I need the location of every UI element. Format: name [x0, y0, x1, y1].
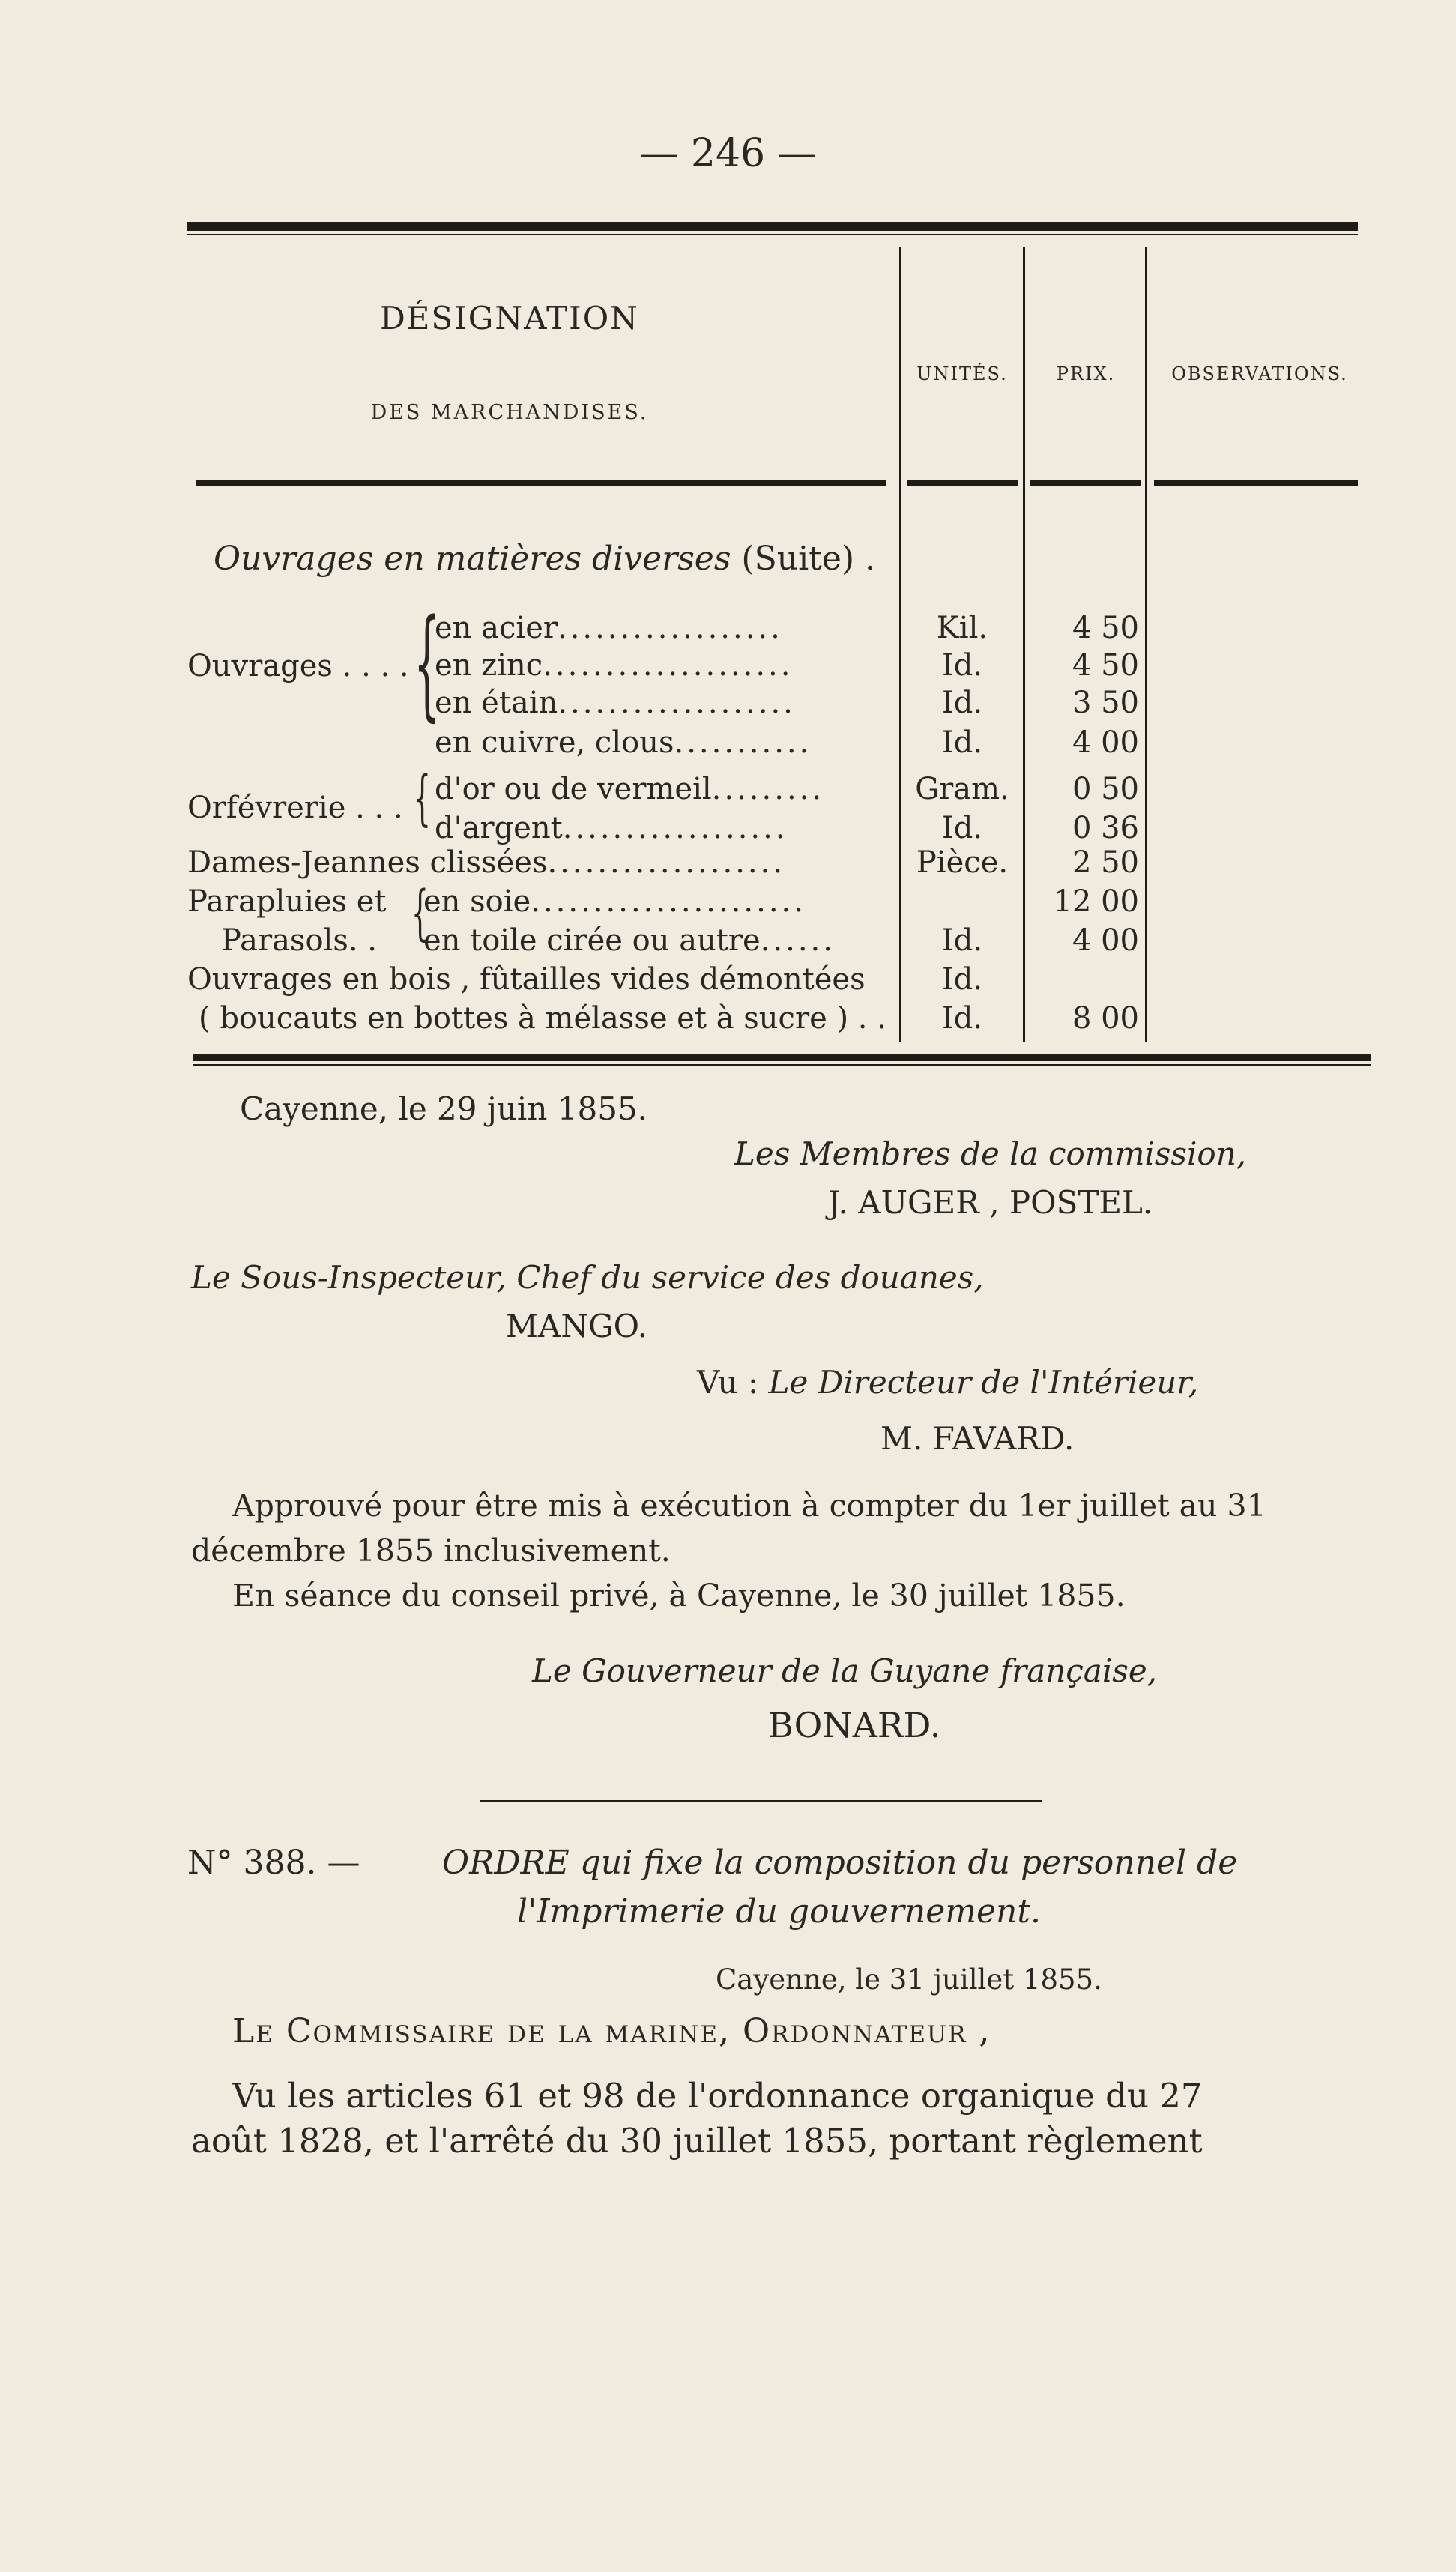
brace-icon: { [414, 763, 431, 833]
row-label: en toile cirée ou autre...... [423, 923, 836, 958]
row-unit: Id. [941, 811, 983, 845]
order-title-line-1: ORDRE qui fixe la composition du personnel de [442, 1844, 1238, 1882]
vu-name: M. FAVARD. [880, 1420, 1075, 1457]
row-label: en étain................... [435, 686, 796, 720]
section-title-suffix: (Suite) . [741, 540, 875, 578]
header-rule [1154, 480, 1358, 486]
row-unit: Id. [941, 648, 983, 683]
header-observations: OBSERVATIONS. [1171, 363, 1348, 384]
row-price: 8 00 [1072, 1001, 1139, 1036]
header-designation-sub: DES MARCHANDISES. [370, 401, 649, 424]
body-line-1: Vu les articles 61 et 98 de l'ordonnance organique du 27 [232, 2076, 1203, 2116]
row-unit: Id. [941, 923, 983, 958]
column-divider [899, 247, 901, 1042]
order-title-line-2: l'Imprimerie du gouvernement. [517, 1892, 1041, 1930]
row-unit: Gram. [915, 772, 1009, 806]
row-unit: Id. [941, 725, 983, 760]
row-label: d'or ou de vermeil......... [435, 772, 825, 806]
group-label-ouvrages: Ouvrages . . . . [187, 649, 409, 683]
table-bottom-rule [193, 1054, 1371, 1061]
order-number: N° 388. — [187, 1844, 360, 1882]
row-price: 0 50 [1072, 772, 1139, 806]
row-label: en acier.................. [435, 611, 783, 645]
row-price: 4 00 [1072, 923, 1139, 958]
header-units: UNITÉS. [916, 363, 1008, 384]
commission-names: J. AUGER , POSTEL. [828, 1184, 1153, 1221]
approval-line-1: Approuvé pour être mis à exécution à compter du 1er juillet au 31 [232, 1488, 1266, 1524]
row-label: en soie...................... [423, 884, 806, 919]
row-unit: Pièce. [916, 845, 1009, 880]
row-label: en cuivre, clous........... [435, 725, 812, 760]
approval-line-2: décembre 1855 inclusivement. [191, 1533, 671, 1569]
section-title [214, 540, 875, 578]
governor-name: BONARD. [768, 1705, 941, 1745]
body-line-2: août 1828, et l'arrêté du 30 juillet 1855, portant règlement [191, 2121, 1203, 2161]
row-unit: Id. [941, 962, 983, 997]
header-designation: DÉSIGNATION [380, 300, 639, 336]
row-price: 0 36 [1072, 811, 1139, 845]
table-top-rule [187, 222, 1358, 231]
row-label: Dames-Jeannes clissées................... [187, 845, 786, 880]
column-divider [1145, 247, 1147, 1042]
vu-title: Le Directeur de l'Intérieur, [768, 1364, 1199, 1401]
commissaire-line: Le Commissaire de la marine, Ordonnateur , [232, 2012, 991, 2050]
header-rule [196, 480, 886, 486]
row-unit: Id. [941, 686, 983, 720]
section-title-text: Ouvrages en matières diverses [214, 540, 731, 578]
row-unit: Kil. [936, 611, 988, 645]
table-bottom-rule-thin [193, 1064, 1371, 1066]
sous-inspecteur-name: MANGO. [506, 1308, 647, 1344]
row-label: en zinc.................... [435, 648, 794, 683]
vu-prefix: Vu : [697, 1364, 759, 1401]
header-price: PRIX. [1056, 363, 1116, 384]
row-price: 3 50 [1072, 686, 1139, 720]
page-number: — 246 — [639, 131, 817, 176]
row-label: ( boucauts en bottes à mélasse et à sucre ) . . [199, 1001, 886, 1036]
row-price: 4 00 [1072, 725, 1139, 760]
section-separator [480, 1800, 1042, 1802]
order-date: Cayenne, le 31 juillet 1855. [716, 1963, 1102, 1996]
commission-title: Les Membres de la commission, [734, 1135, 1247, 1172]
vu-line [697, 1364, 1198, 1401]
governor-title: Le Gouverneur de la Guyane française, [532, 1652, 1158, 1689]
seance-line: En séance du conseil privé, à Cayenne, le 30 juillet 1855. [232, 1578, 1126, 1613]
place-date: Cayenne, le 29 juin 1855. [240, 1090, 647, 1127]
row-price: 4 50 [1072, 648, 1139, 683]
header-rule [1030, 480, 1141, 486]
row-label: d'argent.................. [435, 811, 788, 845]
row-label: Ouvrages en bois , fûtailles vides démontées [187, 962, 866, 997]
row-price: 4 50 [1072, 611, 1139, 645]
row-price: 12 00 [1053, 884, 1139, 919]
group-label-parasols: Parasols. . [221, 923, 378, 958]
column-divider [1023, 247, 1025, 1042]
brace-icon: { [414, 593, 441, 733]
sous-inspecteur-title: Le Sous-Inspecteur, Chef du service des douanes, [191, 1259, 984, 1296]
header-rule [907, 480, 1018, 486]
brace-icon: { [411, 878, 429, 947]
group-label-orfevrerie: Orfévrerie . . . [187, 791, 403, 825]
table-top-rule-thin [187, 234, 1358, 235]
row-price: 2 50 [1072, 845, 1139, 880]
group-label-parapluies: Parapluies et [187, 884, 387, 919]
row-unit: Id. [941, 1001, 983, 1036]
